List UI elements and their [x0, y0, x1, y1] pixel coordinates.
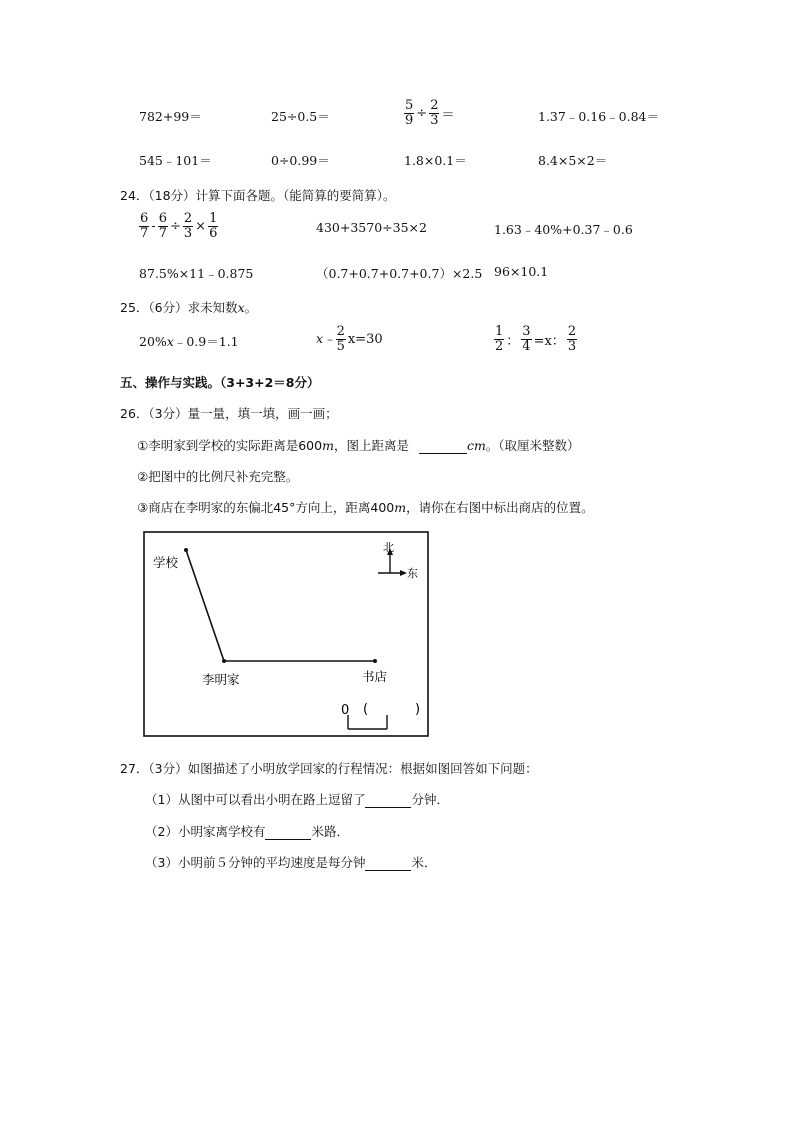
q27-sub1: （1）从图中可以看出小明在路上逗留了 分钟． — [145, 792, 449, 807]
q23-r2-c: 1.8×0.1＝ — [404, 153, 467, 168]
q27-sub3: （3）小明前５分钟的平均速度是每分钟 米． — [145, 855, 437, 870]
map-frame — [144, 532, 428, 736]
q26-item2: ②把图中的比例尺补充完整。 — [137, 469, 299, 484]
q25-equation3: $\frac{1}{2}$ ： $\frac{3}{4}$ =x： $\frac{2}{3}$ — [495, 324, 577, 354]
q23-r1-d: 1.37﹣0.16﹣0.84＝ — [538, 109, 659, 124]
q25-heading: 25．（6分）求未知数x。 — [120, 300, 258, 315]
fraction: $\frac{6}{7}$ — [140, 211, 149, 241]
q27-heading: 27．（3分）如图描述了小明放学回家的行程情况：根据如图回答如下问题： — [120, 761, 538, 776]
q24-expr6: 96×10.1 — [494, 264, 549, 279]
q27-sub2: （2）小明家离学校有 米路． — [145, 824, 349, 839]
bookstore-point — [373, 659, 377, 663]
q26-item3: ③商店在李明家的东偏北45°方向上，距离400m，请你在右图中标出商店的位置。 — [137, 500, 594, 515]
fraction: $\frac{2}{3}$ — [567, 324, 577, 354]
north-label: 北 — [383, 541, 394, 554]
fraction: $\frac{5}{9}$ — [405, 98, 414, 128]
scale-paren-open: ( — [363, 702, 369, 717]
answer-blank[interactable] — [265, 825, 311, 840]
q25-equation2: x﹣ $\frac{2}{5}$ x=30 — [316, 324, 383, 354]
q24-expr3: 1.63﹣40%+0.37﹣0.6 — [494, 222, 633, 237]
q23-r1-a: 782+99＝ — [139, 109, 202, 124]
q24-expr5: （0.7+0.7+0.7+0.7）×2.5 — [316, 266, 483, 281]
q23-r2-b: 0÷0.99＝ — [271, 153, 330, 168]
map-figure — [143, 531, 429, 737]
scale-zero-label: 0 — [341, 703, 350, 718]
fraction: $\frac{2}{3}$ — [183, 211, 193, 241]
q24-expr4: 87.5%×11﹣0.875 — [139, 266, 254, 281]
fraction: $\frac{1}{2}$ — [495, 324, 504, 354]
scale-paren-close: ) — [415, 702, 421, 717]
fraction: $\frac{6}{7}$ — [158, 211, 167, 241]
q24-expr2: 430+3570÷35×2 — [316, 220, 427, 235]
school-label: 学校 — [153, 555, 179, 570]
school-point — [184, 548, 188, 552]
answer-blank[interactable] — [365, 856, 411, 871]
q23-r1-b: 25÷0.5＝ — [271, 109, 330, 124]
fraction: $\frac{1}{6}$ — [209, 211, 218, 241]
home-label: 李明家 — [202, 672, 240, 687]
fraction: $\frac{2}{3}$ — [430, 98, 439, 128]
q24-expr1: $\frac{6}{7}$ - $\frac{6}{7}$ ÷ $\frac{2}{3}$ × $\frac{1}{6}$ — [140, 211, 218, 241]
q23-r1-c: $\frac{5}{9}$ ÷ $\frac{2}{3}$ ＝ — [405, 98, 455, 128]
bookstore-label: 书店 — [362, 669, 388, 684]
answer-blank[interactable] — [419, 439, 467, 454]
q26-heading: 26．（3分）量一量，填一填，画一画； — [120, 406, 338, 421]
q23-r2-a: 545﹣101＝ — [139, 153, 212, 168]
fraction: $\frac{2}{5}$ — [336, 324, 345, 354]
fraction: $\frac{3}{4}$ — [522, 324, 531, 354]
answer-blank[interactable] — [365, 793, 411, 808]
home-point — [222, 659, 226, 663]
q24-heading: 24．（18分）计算下面各题。（能简算的要简算）。 — [120, 188, 396, 203]
east-label: 东 — [407, 567, 418, 580]
section-five-heading: 五、操作与实践。（3+3+2＝8分） — [120, 375, 320, 390]
q26-item1: ①李明家到学校的实际距离是600m，图上距离是 cm。（取厘米整数） — [137, 438, 580, 453]
q23-r2-d: 8.4×5×2＝ — [538, 153, 608, 168]
q25-equation1: 20%x﹣0.9＝1.1 — [139, 334, 239, 349]
